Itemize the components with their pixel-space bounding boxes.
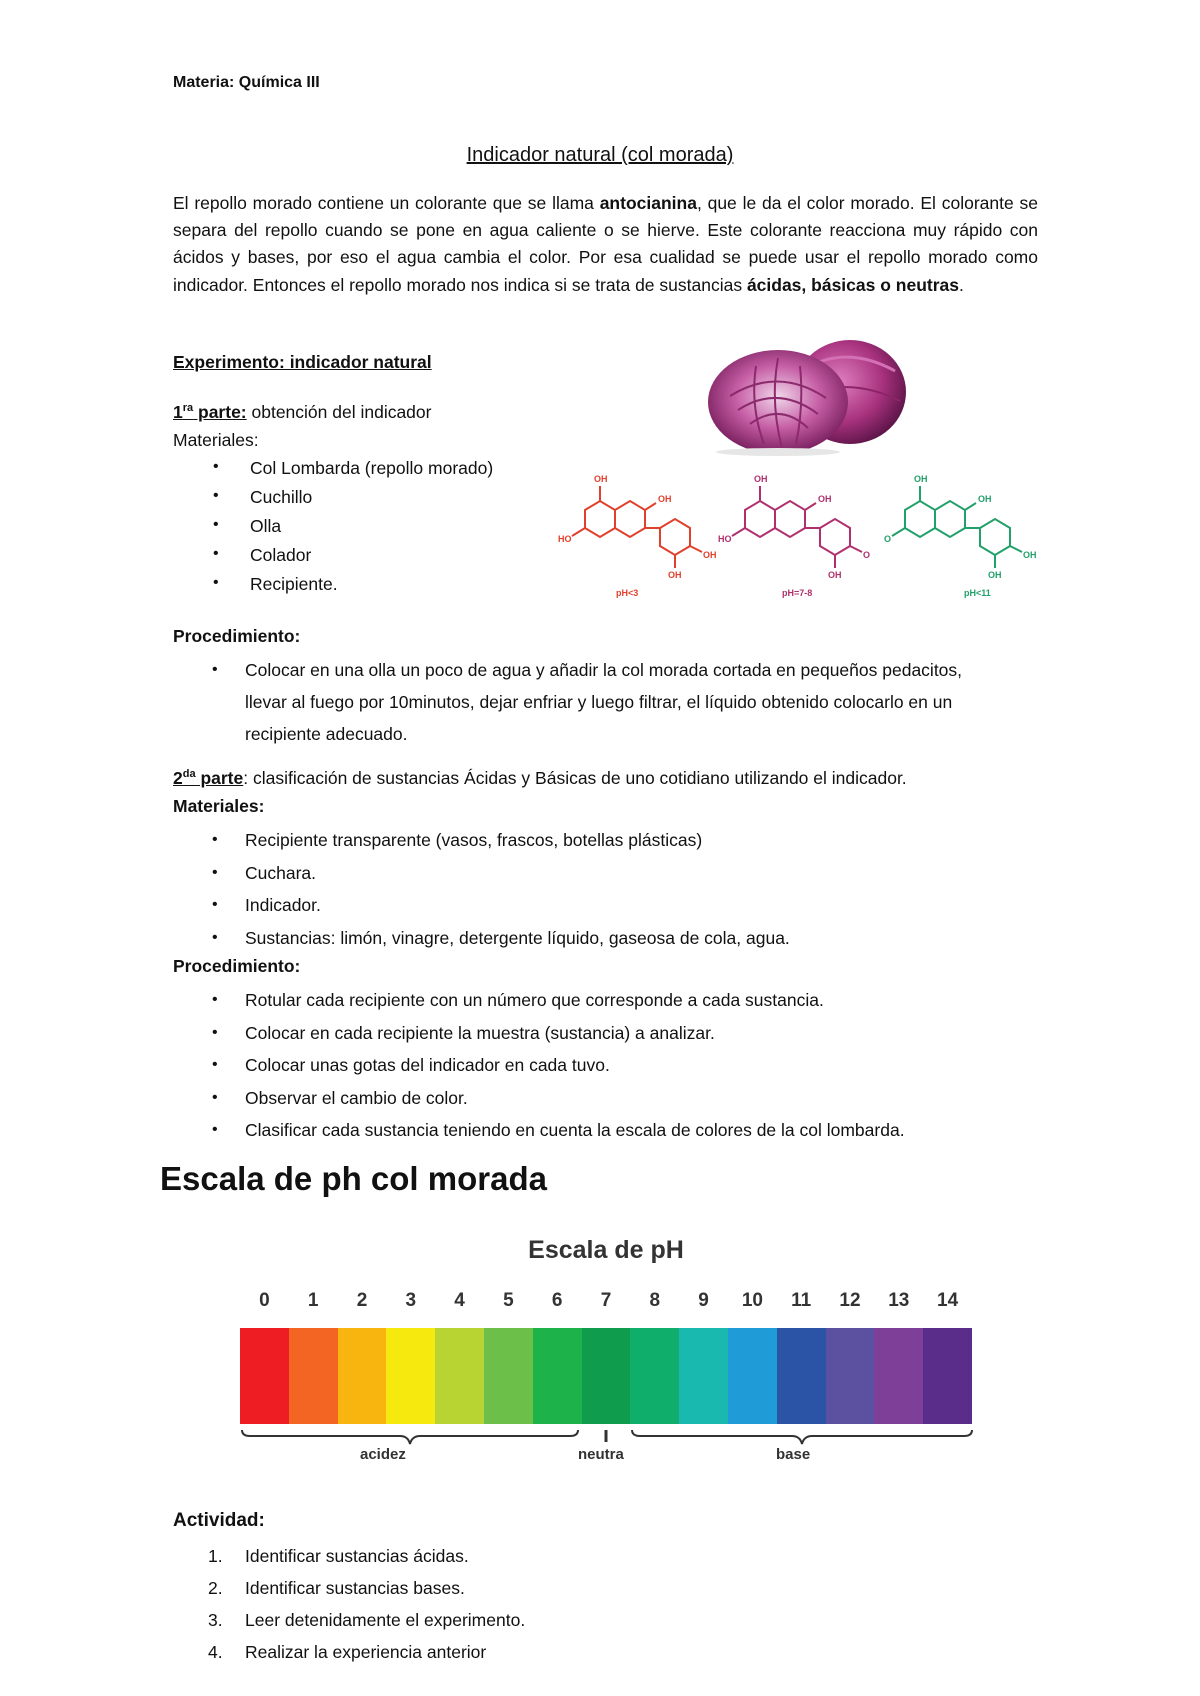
part2-procedure-item bbox=[212, 1017, 905, 1050]
bullet-icon: • bbox=[213, 574, 219, 591]
ph-number: 1 bbox=[307, 1290, 319, 1311]
ph-color-cell bbox=[582, 1328, 631, 1424]
bullet-icon: • bbox=[212, 1121, 218, 1138]
ph-number: 0 bbox=[259, 1290, 270, 1311]
part2-procedure-list bbox=[212, 984, 905, 1147]
bullet-icon: • bbox=[212, 863, 218, 881]
svg-text:pH=7-8: pH=7-8 bbox=[782, 588, 813, 598]
bullet-icon: • bbox=[213, 545, 219, 562]
part1-materials-list bbox=[213, 458, 494, 603]
part1-material-text: Col Lombarda (repollo morado) bbox=[250, 458, 494, 478]
ph-color-cell bbox=[386, 1328, 435, 1424]
ph-number: 6 bbox=[551, 1290, 563, 1311]
bullet-icon: • bbox=[212, 1056, 218, 1073]
svg-text:OH: OH bbox=[914, 474, 928, 484]
part1-material-item bbox=[213, 516, 493, 545]
part2-material-text: Recipiente transparente (vasos, frascos, botellas plásticas) bbox=[245, 830, 703, 850]
ph-color-cell bbox=[923, 1328, 972, 1424]
ph-color-cell bbox=[240, 1328, 289, 1424]
svg-text:OH: OH bbox=[988, 570, 1002, 580]
ph-number: 9 bbox=[698, 1290, 709, 1311]
activity-item bbox=[208, 1540, 525, 1572]
part1-material-text: Colador bbox=[250, 545, 312, 565]
ph-number: 3 bbox=[405, 1290, 417, 1311]
activity-list bbox=[208, 1540, 526, 1668]
ph-scale-figure bbox=[236, 1236, 976, 1466]
part1-procedure-label: Procedimiento: bbox=[173, 626, 301, 646]
ph-number: 4 bbox=[454, 1290, 465, 1311]
svg-text:OH: OH bbox=[754, 474, 768, 484]
intro-text-1: El repollo morado contiene un colorante que se llama bbox=[173, 193, 600, 213]
part2-heading bbox=[173, 768, 907, 789]
activity-number: 3. bbox=[208, 1610, 223, 1630]
part2-material-item bbox=[212, 889, 790, 922]
bullet-icon: • bbox=[212, 991, 218, 1008]
svg-text:O: O bbox=[863, 550, 871, 560]
activity-item bbox=[208, 1572, 525, 1604]
ph-number: 7 bbox=[600, 1290, 612, 1311]
svg-text:O: O bbox=[884, 534, 892, 544]
activity-number: 2. bbox=[208, 1578, 223, 1598]
ph-color-cell bbox=[435, 1328, 484, 1424]
ph-label-base: base bbox=[776, 1446, 811, 1463]
svg-text:OH: OH bbox=[818, 494, 832, 504]
part2-material-item bbox=[212, 857, 790, 890]
svg-text:HO: HO bbox=[718, 534, 732, 544]
ph-color-cell bbox=[484, 1328, 533, 1424]
part1-text: obtención del indicador bbox=[246, 402, 432, 422]
ph-color-cell bbox=[289, 1328, 338, 1424]
part2-procedure-label: Procedimiento: bbox=[173, 956, 301, 976]
svg-text:OH: OH bbox=[1023, 550, 1037, 560]
part1-label: $1^{ra}$ parte: bbox=[173, 402, 247, 422]
bullet-icon: • bbox=[212, 1023, 218, 1041]
part2-label: $2^{da}$ parte bbox=[173, 768, 244, 788]
part2-procedure-item bbox=[212, 1082, 905, 1115]
svg-text:OH: OH bbox=[828, 570, 842, 580]
part1-material-item bbox=[213, 487, 493, 516]
ph-color-bar bbox=[240, 1328, 972, 1424]
bullet-icon: • bbox=[212, 831, 218, 848]
part2-material-text: Indicador. bbox=[245, 895, 321, 915]
red-cabbage-image bbox=[700, 336, 910, 456]
page-title: Indicador natural (col morada) bbox=[466, 144, 734, 166]
ph-number: 5 bbox=[503, 1290, 514, 1311]
ph-color-cell bbox=[826, 1328, 875, 1424]
anthocyanin-structures bbox=[560, 470, 1060, 600]
svg-text:pH<11: pH<11 bbox=[964, 588, 991, 598]
ph-number: 11 bbox=[791, 1290, 812, 1311]
svg-text:OH: OH bbox=[658, 494, 672, 504]
part2-material-text: Cuchara. bbox=[245, 862, 317, 883]
activity-text: Identificar sustancias ácidas. bbox=[245, 1546, 469, 1566]
intro-bold-antocianina: antocianina bbox=[599, 193, 697, 213]
svg-text:OH: OH bbox=[703, 550, 717, 560]
ph-scale-title: Escala de pH bbox=[528, 1236, 684, 1264]
part2-procedure-text: Colocar en cada recipiente la muestra (sustancia) a analizar. bbox=[245, 1022, 715, 1043]
activity-item bbox=[208, 1604, 526, 1636]
intro-bold-types: ácidas, básicas o neutras bbox=[746, 274, 959, 295]
part1-procedure-text: Colocar en una olla un poco de agua y añadir la col morada cortada en pequeños pedacitos, llevar al fuego por 10minutos, dejar enfriar y luego filtrar, el líquido obtenido colocarlo en un recipiente adecuado. bbox=[245, 660, 963, 744]
ph-color-cell bbox=[777, 1328, 826, 1424]
intro-text-3: . bbox=[959, 274, 964, 295]
ph-color-cell bbox=[679, 1328, 728, 1424]
activity-number: 4. bbox=[208, 1642, 223, 1662]
svg-text:OH: OH bbox=[594, 474, 608, 484]
scale-section-title: Escala de ph col morada bbox=[160, 1160, 547, 1197]
ph-number: 2 bbox=[356, 1290, 368, 1311]
part2-material-item bbox=[212, 824, 790, 857]
ph-color-cell bbox=[338, 1328, 387, 1424]
activity-item bbox=[208, 1636, 525, 1668]
part1-material-text: Olla bbox=[250, 516, 282, 536]
bullet-icon: • bbox=[213, 516, 219, 533]
activity-text: Leer detenidamente el experimento. bbox=[245, 1610, 526, 1630]
part1-material-item bbox=[213, 574, 493, 603]
molecule-acid bbox=[572, 486, 702, 568]
part2-procedure-text: Rotular cada recipiente con un número que corresponde a cada sustancia. bbox=[245, 990, 824, 1010]
part2-material-item bbox=[212, 922, 790, 955]
bullet-icon: • bbox=[212, 928, 218, 946]
ph-number: 10 bbox=[741, 1290, 763, 1311]
ph-label-neutral: neutra bbox=[578, 1446, 624, 1463]
activity-text: Identificar sustancias bases. bbox=[245, 1578, 465, 1598]
part2-procedure-text: Colocar unas gotas del indicador en cada tuvo. bbox=[245, 1055, 610, 1075]
bullet-icon: • bbox=[212, 661, 218, 678]
svg-text:OH: OH bbox=[668, 570, 682, 580]
part1-material-item bbox=[213, 545, 493, 574]
part1-procedure-item bbox=[212, 654, 1005, 750]
ph-color-cell bbox=[533, 1328, 582, 1424]
part2-materials-list bbox=[212, 824, 790, 954]
ph-number: 14 bbox=[937, 1290, 959, 1311]
subject-header: Materia: Química III bbox=[173, 74, 320, 91]
part1-materials-label: Materiales: bbox=[173, 430, 259, 450]
activity-number: 1. bbox=[208, 1546, 223, 1566]
ph-number: 8 bbox=[649, 1290, 661, 1311]
ph-number: 12 bbox=[839, 1290, 861, 1311]
ph-color-cell bbox=[874, 1328, 923, 1424]
part2-procedure-item bbox=[212, 1114, 905, 1147]
part1-procedure-list bbox=[212, 654, 1005, 750]
molecule-neutral bbox=[732, 486, 862, 568]
activity-title: Actividad: bbox=[173, 1510, 265, 1531]
part2-procedure-item bbox=[212, 1049, 905, 1082]
ph-number: 13 bbox=[888, 1290, 910, 1311]
bullet-icon: • bbox=[213, 458, 219, 475]
activity-text: Realizar la experiencia anterior bbox=[245, 1642, 487, 1662]
intro-text-2: , que le da el color morado. El colorante se separa del repollo cuando se pone en agua caliente o se hierve. Este colorante reacciona muy rápido con ácidos y bases, por eso el agua cambia el color. Por esa cualidad se puede usar el repollo morado como indicador. Entonces el repollo morado nos indica si se trata de sustancias bbox=[173, 193, 1038, 295]
bullet-icon: • bbox=[212, 1088, 218, 1106]
experiment-title: Experimento: indicador natural bbox=[173, 352, 432, 372]
svg-text:OH: OH bbox=[978, 494, 992, 504]
part1-material-item bbox=[213, 458, 494, 487]
part2-procedure-text: Clasificar cada sustancia teniendo en cuenta la escala de colores de la col lombarda. bbox=[245, 1120, 905, 1140]
svg-text:pH<3: pH<3 bbox=[616, 588, 639, 598]
ph-color-cell bbox=[630, 1328, 679, 1424]
bullet-icon: • bbox=[213, 487, 219, 504]
part2-procedure-text: Observar el cambio de color. bbox=[245, 1087, 468, 1108]
part1-material-text: Cuchillo bbox=[250, 487, 313, 507]
part2-procedure-item bbox=[212, 984, 905, 1017]
svg-text:HO: HO bbox=[558, 534, 572, 544]
ph-color-cell bbox=[728, 1328, 777, 1424]
part1-material-text: Recipiente. bbox=[250, 574, 338, 594]
intro-paragraph bbox=[173, 190, 1038, 299]
part2-material-text: Sustancias: limón, vinagre, detergente líquido, gaseosa de cola, agua. bbox=[245, 927, 790, 948]
ph-label-acid: acidez bbox=[360, 1446, 406, 1463]
molecule-base bbox=[892, 486, 1022, 568]
bullet-icon: • bbox=[212, 896, 218, 913]
part2-text: : clasificación de sustancias Ácidas y Básicas de uno cotidiano utilizando el indicador. bbox=[243, 768, 907, 788]
part2-materials-label: Materiales: bbox=[173, 796, 265, 816]
ph-number-row bbox=[240, 1290, 972, 1316]
part1-heading bbox=[173, 402, 431, 423]
